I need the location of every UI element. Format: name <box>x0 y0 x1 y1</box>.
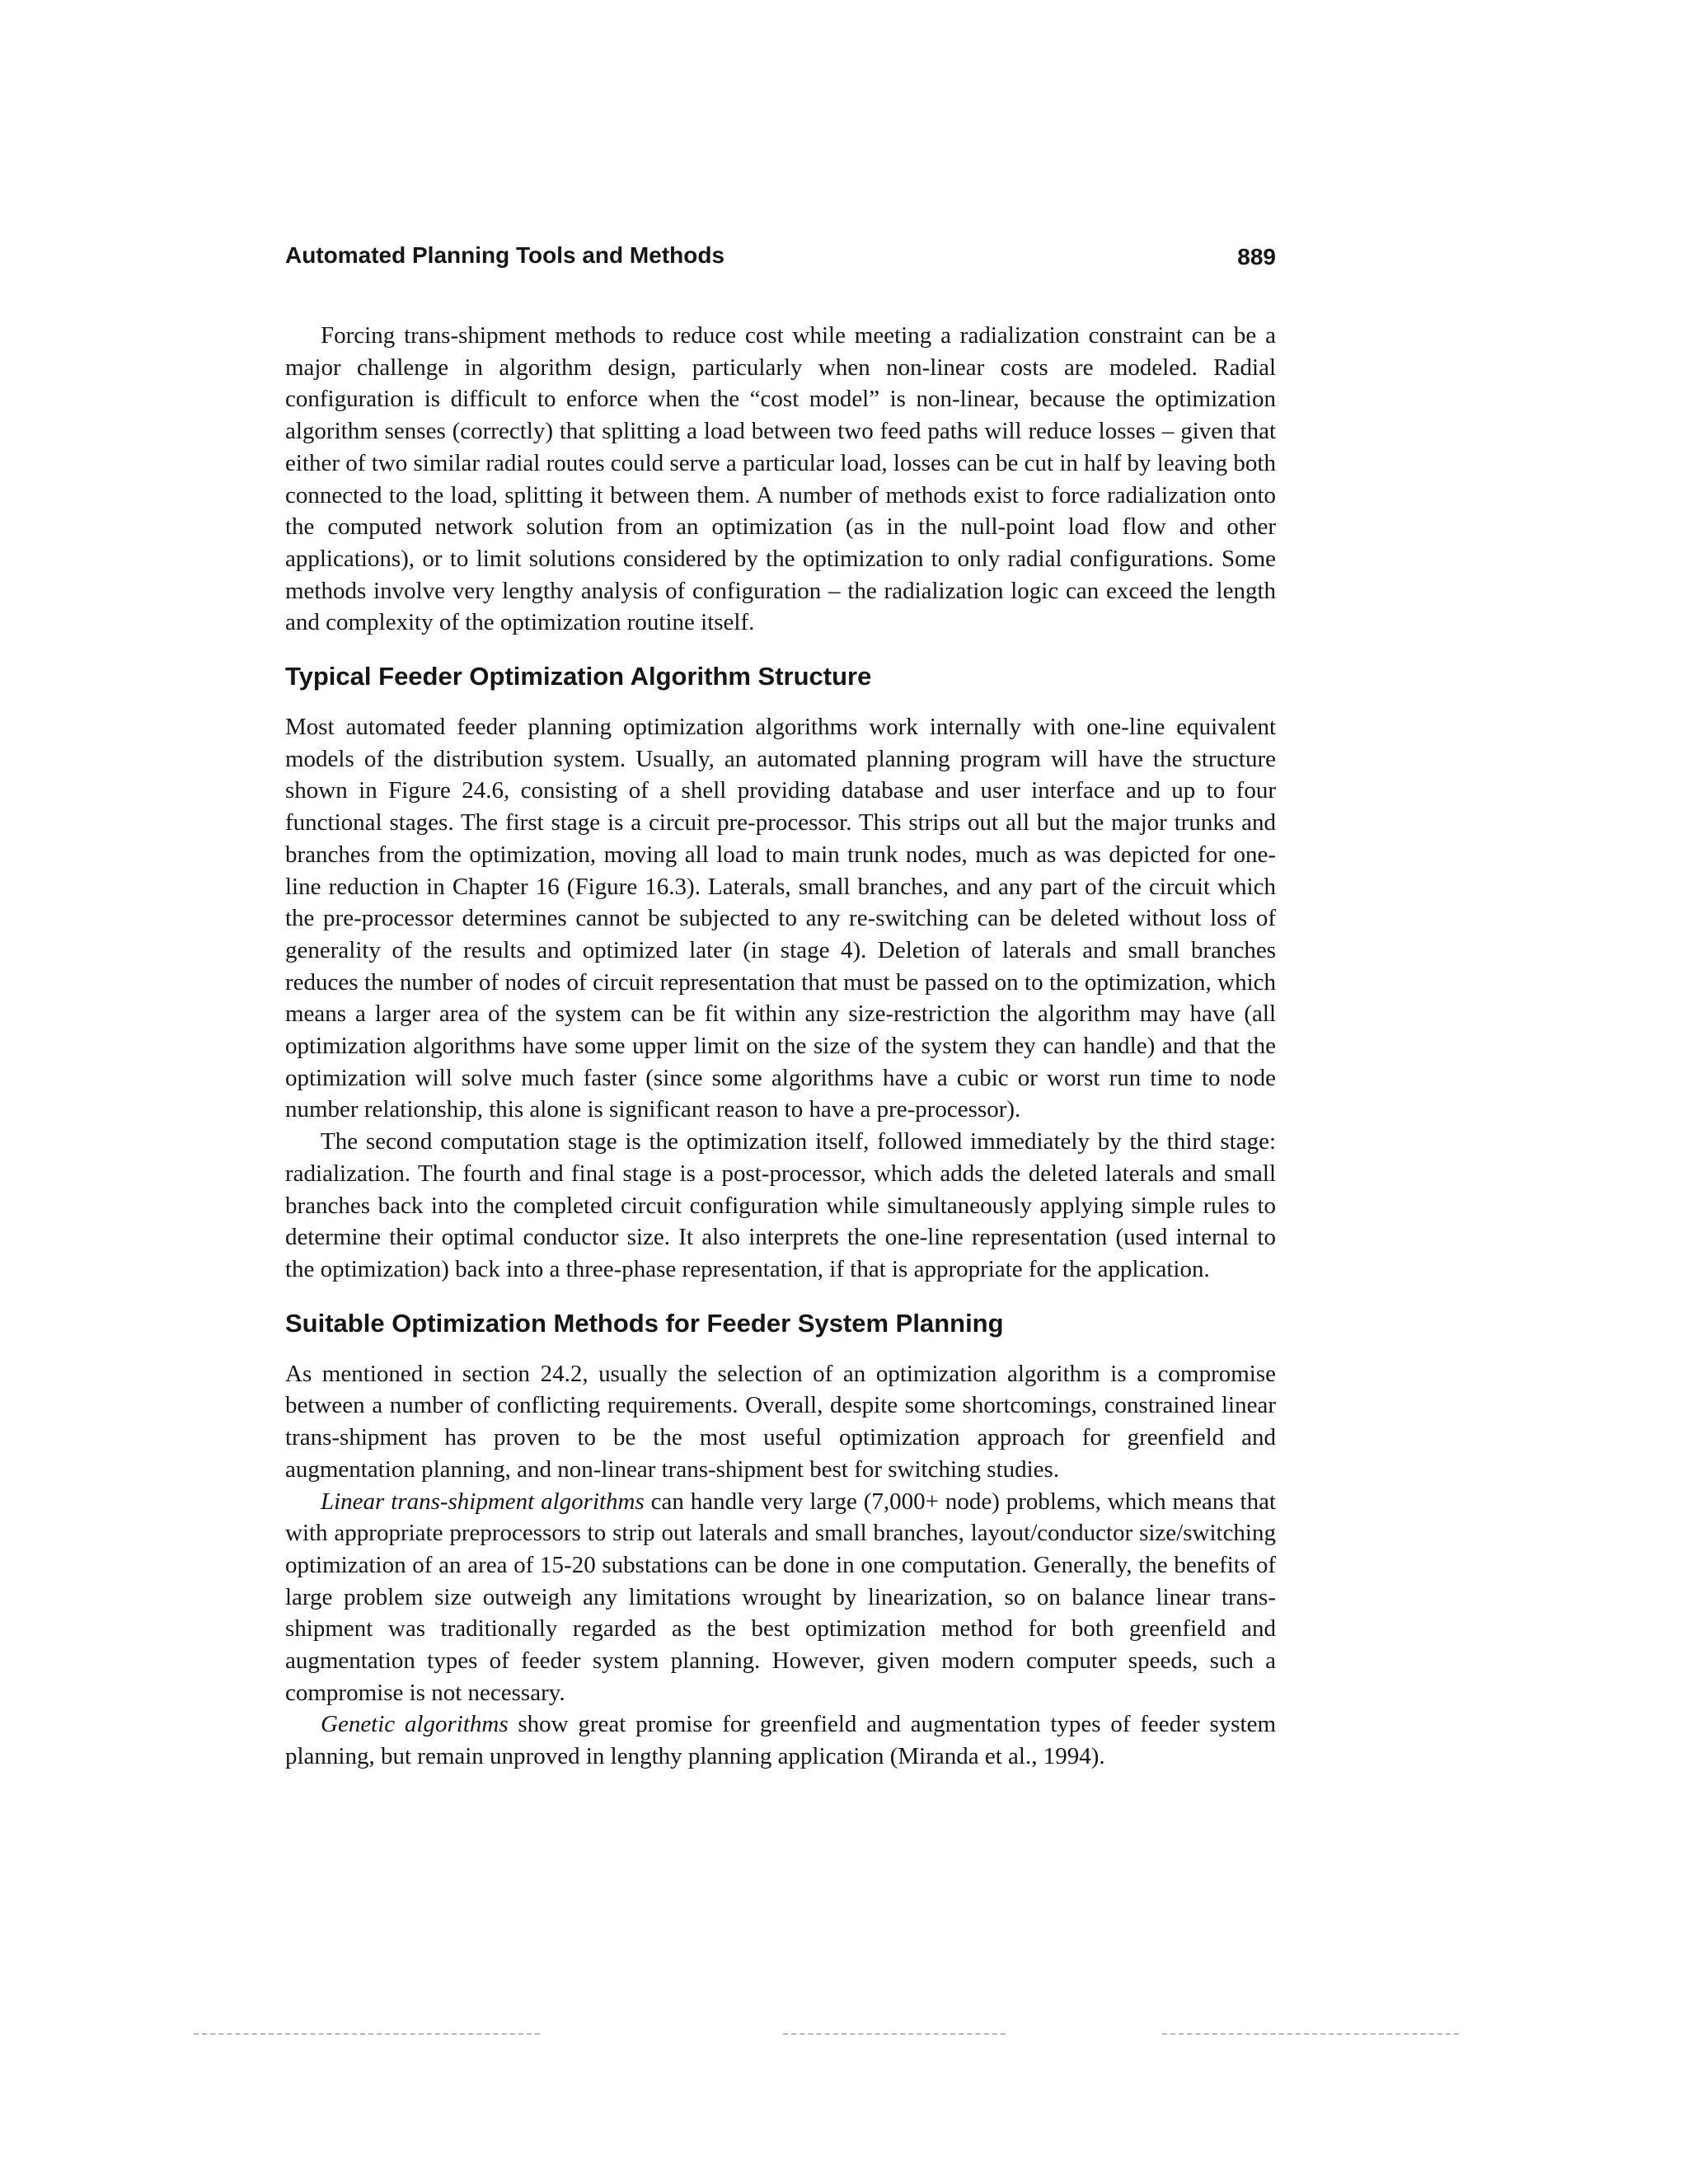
paragraph-linear-trans-shipment <box>285 1486 1276 1709</box>
paragraph-method-selection: As mentioned in section 24.2, usually the selection of an optimization algorithm is a compromise between a number of conflicting requirements. Overall, despite some shortcomings, constrained linear trans-shipment has proven to be the most useful optimization approach for greenfield and augmentation planning, and non-linear trans-shipment best for switching studies. <box>285 1360 1276 1483</box>
paragraph-genetic-algorithms <box>285 1708 1276 1772</box>
paragraph-computation-stages: The second computation stage is the optimization itself, followed immediately by the third stage: radialization. The fourth and final stage is a post-processor, which adds the deleted laterals and small branches back into the completed circuit configuration while simultaneously applying simple rules to determine their optimal conductor size. It also interprets the one-line representation (used internal to the optimization) back into a three-phase representation, if that is appropriate for the application. <box>285 1128 1276 1282</box>
section-heading-algorithm-structure: Typical Feeder Optimization Algorithm Structure <box>285 662 872 691</box>
scan-artifact-line-middle <box>783 2033 1006 2035</box>
running-head: Automated Planning Tools and Methods <box>285 242 725 268</box>
term-linear-trans-shipment: Linear trans-shipment algorithms <box>321 1488 645 1515</box>
page-number: 889 <box>1237 244 1276 269</box>
page-body <box>285 320 1276 1773</box>
scan-artifact-line-right <box>1162 2033 1459 2035</box>
page-header <box>285 239 1276 272</box>
section-heading-optimization-methods: Suitable Optimization Methods for Feeder System Planning <box>285 1308 1004 1338</box>
scan-artifact-line-left <box>194 2033 540 2035</box>
paragraph-genetic-algorithms-text: show great promise for greenfield and augmentation types of feeder system planning, but remain unproved in lengthy planning application (Miranda et al., 1994). <box>285 1711 1277 1770</box>
term-genetic-algorithms: Genetic algorithms <box>321 1711 509 1738</box>
paragraph-linear-trans-shipment-text: can handle very large (7,000+ node) problems, which means that with appropriate preprocessors to strip out laterals and small branches, layout/conductor size/switching optimization of an area of 15-20 substations can be done in one computation. Generally, the benefits of large problem size outweigh any limitations wrought by linearization, so on balance linear trans-shipment was traditionally regarded as the best optimization method for both greenfield and augmentation types of feeder system planning. However, given modern computer speeds, such a compromise is not necessary. <box>285 1488 1277 1706</box>
paragraph-radialization: Forcing trans-shipment methods to reduce cost while meeting a radialization constraint can be a major challenge in algorithm design, particularly when non-linear costs are modeled. Radial configuration is difficult to enforce when the “cost model” is non-linear, because the optimization algorithm senses (correctly) that splitting a load between two feed paths will reduce losses – given that either of two similar radial routes could serve a particular load, losses can be cut in half by leaving both connected to the load, splitting it between them. A number of methods exist to force radialization onto the computed network solution from an optimization (as in the null-point load flow and other applications), or to limit solutions considered by the optimization to only radial configurations. Some methods involve very lengthy analysis of configuration – the radialization logic can exceed the length and complexity of the optimization routine itself. <box>285 322 1276 636</box>
paragraph-algorithm-structure: Most automated feeder planning optimization algorithms work internally with one-line equivalent models of the distribution system. Usually, an automated planning program will have the structure shown in Figure 24.6, consisting of a shell providing database and user interface and up to four functional stages. The first stage is a circuit pre-processor. This strips out all but the major trunks and branches from the optimization, moving all load to main trunk nodes, much as was depicted for one-line reduction in Chapter 16 (Figure 16.3). Laterals, small branches, and any part of the circuit which the pre-processor determines cannot be subjected to any re-switching can be deleted without loss of generality of the results and optimized later (in stage 4). Deletion of laterals and small branches reduces the number of nodes of circuit representation that must be passed on to the optimization, which means a larger area of the system can be fit within any size-restriction the algorithm may have (all optimization algorithms have some upper limit on the size of the system they can handle) and that the optimization will solve much faster (since some algorithms have a cubic or worst run time to node number relationship, this alone is significant reason to have a pre-processor). <box>285 714 1276 1123</box>
